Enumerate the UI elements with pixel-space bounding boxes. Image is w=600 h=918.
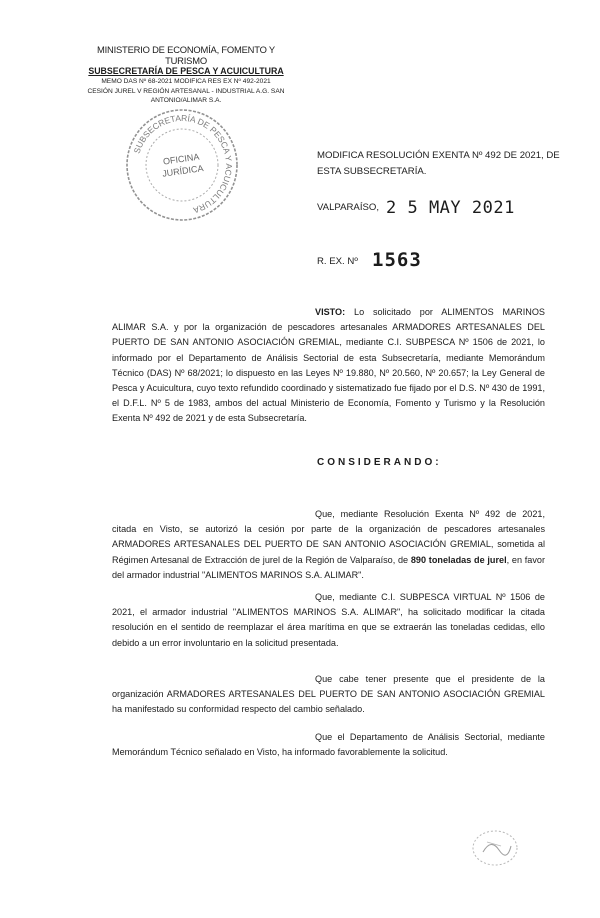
p1-bold-quantity: 890 toneladas de jurel xyxy=(410,554,507,565)
visto-text: Lo solicitado por ALIMENTOS MARINOS ALIMAR S.A. y por la organización de pescadores artesanales ARMADORES ARTESANALES DEL PUERTO DE SAN ANTONIO ASOCIACIÓN GREMIAL, mediante C.I. SUBPESCA Nº 1506 de 2021, lo informado por el Departamento de Análisis Sectorial de esta Subsecretaría, mediante Memorándum Técnico (DAS) Nº 68/2021; lo dispuesto en las Leyes Nº 19.880, Nº 20.560, Nº 20.657; la Ley General de Pesca y Acuicultura, cuyo texto refundido coordinado y sistematizado fue fijado por el D.S. Nº 430 de 1991, el D.F.L. Nº 5 de 1983, ambos del actual Ministerio de Economía, Fomento y Turismo y la Resolución Exenta Nº 492 de 2021 y de esta Subsecretaría. xyxy=(112,307,545,424)
resolution-date-stamp: 2 5 MAY 2021 xyxy=(386,198,515,218)
considerando-paragraph-1 xyxy=(112,507,545,583)
seal-center-line1: OFICINA xyxy=(162,151,200,167)
memo-line: MEMO DAS Nº 68-2021 MODIFICA RES EX Nº 492-2021 xyxy=(101,78,271,85)
considerando-heading: CONSIDERANDO: xyxy=(317,457,442,468)
cesion-line: CESIÓN JUREL V REGIÓN ARTESANAL - INDUSTRIAL A.G. SAN xyxy=(87,87,285,95)
rex-number-stamp: 1563 xyxy=(372,249,422,271)
seal-center-line2: JURÍDICA xyxy=(161,163,205,179)
considerando-paragraph-3: Que cabe tener presente que el presidente de la organización ARMADORES ARTESANALES DEL PUERTO DE SAN ANTONIO ASOCIACIÓN GREMIAL ha manifestado su conformidad respecto del cambio señalado. xyxy=(112,674,545,715)
visto-label: VISTO: xyxy=(315,307,346,317)
considerando-paragraph-2: Que, mediante C.I. SUBPESCA VIRTUAL Nº 1506 de 2021, el armador industrial "ALIMENTOS MARINOS S.A. ALIMAR", ha solicitado modificar la citada resolución en el sentido de reemplazar el área marítima en que se extraerán las toneladas cedidas, ello debido a un error involuntario en la solicitud presentada. xyxy=(112,592,545,648)
company-line: ANTONIO/ALIMAR S.A. xyxy=(150,97,222,104)
place-label: VALPARAÍSO, xyxy=(317,202,380,213)
document-header xyxy=(76,44,296,106)
p1-text-a: Que, mediante Resolución Exenta Nº 492 de 2021, citada en Visto, se autorizó la cesión por parte de la organización de pescadores artesanales ARMADORES ARTESANALES DEL PUERTO DE SAN ANTONIO ASOCIACIÓN GREMIAL, sometida al Régimen Artesanal de Extracción de jurel de la Región de Valparaíso, de xyxy=(112,509,545,565)
resolution-reference: MODIFICA RESOLUCIÓN EXENTA Nº 492 DE 2021, DE ESTA SUBSECRETARÍA. xyxy=(317,150,560,177)
p1-text-b: , en favor del armador industrial "ALIMENTOS MARINOS S.A. ALIMAR". xyxy=(112,554,545,580)
official-seal-stamp xyxy=(122,105,242,225)
visto-paragraph xyxy=(112,305,545,427)
rex-label: R. EX. Nº xyxy=(317,256,358,267)
ministry-name: MINISTERIO DE ECONOMÍA, FOMENTO Y TURISMO xyxy=(97,44,275,66)
small-stamp-mark xyxy=(465,822,525,872)
seal-ring-text: SUBSECRETARÍA DE PESCA Y ACUICULTURA xyxy=(131,112,235,216)
subsecretaria-name: SUBSECRETARÍA DE PESCA Y ACUICULTURA xyxy=(88,66,284,76)
considerando-paragraph-4: Que el Departamento de Análisis Sectorial, mediante Memorándum Técnico señalado en Visto, ha informado favorablemente la solicitud. xyxy=(112,732,545,758)
